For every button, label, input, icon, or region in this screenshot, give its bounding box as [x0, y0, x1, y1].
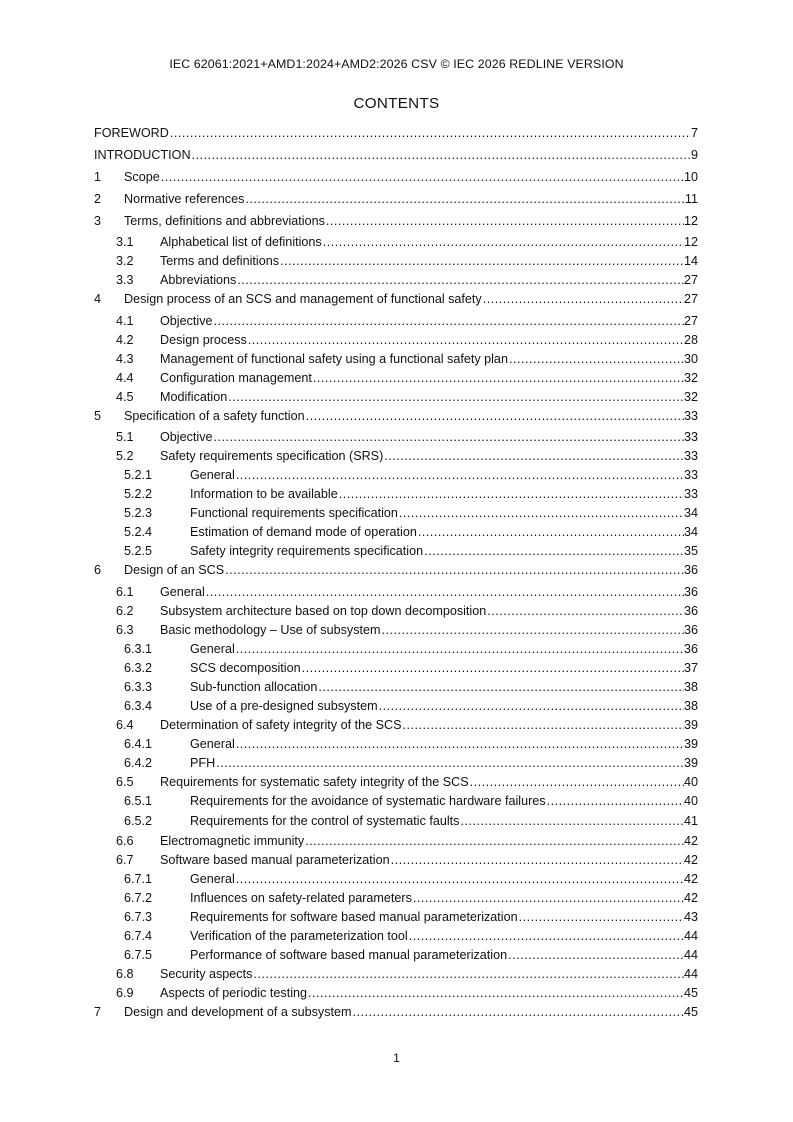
toc-dot-leader: [482, 292, 684, 307]
toc-entry-title: FOREWORD: [94, 126, 169, 140]
page-number: 1: [393, 1051, 400, 1065]
toc-entry-number: 3.3: [116, 273, 134, 287]
toc-entry-page: 40: [683, 775, 698, 789]
toc-entry-page: 36: [683, 604, 698, 618]
toc-entry-page: 12: [683, 235, 698, 249]
toc-entry[interactable]: [94, 891, 698, 906]
toc-entry-title: PFH: [190, 756, 216, 770]
toc-entry[interactable]: [94, 409, 698, 424]
toc-entry-number: 6.4.2: [124, 756, 153, 770]
toc-entry-title: Normative references: [124, 192, 245, 206]
toc-entry-number: 4.3: [116, 352, 134, 366]
toc-entry[interactable]: [94, 604, 698, 619]
toc-entry-title: Safety integrity requirements specification: [190, 544, 424, 558]
toc-entry-title: Objective: [160, 314, 213, 328]
toc-entry-number: 5: [94, 409, 102, 423]
toc-entry[interactable]: [94, 737, 698, 752]
toc-entry-title: Safety requirements specification (SRS): [160, 449, 384, 463]
toc-dot-leader: [398, 506, 684, 521]
page-header: IEC 62061:2021+AMD1:2024+AMD2:2026 CSV © IEC 2026 REDLINE VERSION: [169, 57, 624, 71]
toc-entry-page: 44: [683, 967, 698, 981]
toc-entry-title: Performance of software based manual parameterization: [190, 948, 508, 962]
page-title: CONTENTS: [353, 95, 440, 112]
toc-entry[interactable]: [94, 192, 698, 207]
toc-entry-title: Specification of a safety function: [124, 409, 305, 423]
toc-entry-number: 5.2.4: [124, 525, 153, 539]
toc-entry-title: Terms and definitions: [160, 254, 280, 268]
toc-entry-title: Use of a pre-designed subsystem: [190, 699, 378, 713]
toc-entry[interactable]: [94, 563, 698, 578]
toc-dot-leader: [227, 390, 684, 405]
toc-entry-number: 3: [94, 214, 102, 228]
toc-entry-title: Subsystem architecture based on top down decomposition: [160, 604, 487, 618]
toc-entry-title: Determination of safety integrity of the SCS: [160, 718, 402, 732]
toc-entry-title: Functional requirements specification: [190, 506, 398, 520]
toc-entry-title: Influences on safety-related parameters: [190, 891, 412, 905]
toc-entry[interactable]: [94, 390, 698, 405]
toc-entry-page: 36: [683, 563, 698, 577]
toc-entry[interactable]: [94, 148, 698, 163]
toc-entry-page: 34: [683, 506, 698, 520]
toc-dot-leader: [213, 314, 684, 329]
toc-entry-page: 39: [683, 756, 698, 770]
toc-entry-page: 32: [683, 390, 698, 404]
toc-entry-number: 4: [94, 292, 102, 306]
toc-entry-title: General: [190, 642, 235, 656]
toc-entry-title: Alphabetical list of definitions: [160, 235, 322, 249]
toc-entry-page: 43: [683, 910, 698, 924]
toc-entry[interactable]: [94, 642, 698, 657]
toc-dot-leader: [322, 235, 684, 250]
toc-entry-number: 5.2: [116, 449, 134, 463]
toc-entry[interactable]: [94, 814, 698, 829]
toc-entry[interactable]: [94, 487, 698, 502]
toc-dot-leader: [508, 352, 684, 367]
toc-entry-title: SCS decomposition: [190, 661, 301, 675]
toc-entry-number: 4.5: [116, 390, 134, 404]
toc-entry-title: General: [160, 585, 205, 599]
toc-dot-leader: [312, 371, 684, 386]
toc-entry-title: Requirements for the avoidance of systematic hardware failures: [190, 794, 546, 808]
toc-entry-page: 32: [683, 371, 698, 385]
toc-entry-number: 6.7: [116, 853, 134, 867]
toc-entry-title: Scope: [124, 170, 160, 184]
toc-entry-number: 6.7.1: [124, 872, 153, 886]
toc-dot-leader: [383, 449, 684, 464]
toc-dot-leader: [247, 333, 684, 348]
toc-entry-title: General: [190, 468, 235, 482]
toc-entry-title: Modification: [160, 390, 228, 404]
toc-dot-leader: [325, 214, 684, 229]
toc-entry[interactable]: [94, 910, 698, 925]
toc-entry-title: Abbreviations: [160, 273, 237, 287]
toc-entry-number: 6.5: [116, 775, 134, 789]
toc-entry-page: 10: [683, 170, 698, 184]
toc-entry-number: 6.1: [116, 585, 134, 599]
toc-entry-number: 7: [94, 1005, 102, 1019]
toc-entry-page: 33: [683, 487, 698, 501]
toc-entry-title: Design of an SCS: [124, 563, 225, 577]
toc-dot-leader: [507, 948, 684, 963]
toc-entry-number: 4.1: [116, 314, 134, 328]
toc-entry[interactable]: [94, 449, 698, 464]
toc-entry[interactable]: [94, 126, 698, 141]
toc-entry[interactable]: [94, 506, 698, 521]
toc-entry-number: 6.6: [116, 834, 134, 848]
toc-dot-leader: [235, 642, 684, 657]
toc-entry[interactable]: [94, 314, 698, 329]
toc-entry-number: 2: [94, 192, 102, 206]
toc-entry-number: 4.4: [116, 371, 134, 385]
toc-dot-leader: [417, 525, 684, 540]
toc-entry-title: Requirements for the control of systematic faults: [190, 814, 460, 828]
toc-entry[interactable]: [94, 948, 698, 963]
toc-entry[interactable]: [94, 468, 698, 483]
toc-entry[interactable]: [94, 254, 698, 269]
toc-entry-title: Basic methodology – Use of subsystem: [160, 623, 381, 637]
toc-entry[interactable]: [94, 929, 698, 944]
toc-entry-page: 41: [683, 814, 698, 828]
toc-entry-page: 42: [683, 834, 698, 848]
toc-entry-page: 36: [683, 623, 698, 637]
toc-dot-leader: [236, 273, 684, 288]
toc-dot-leader: [459, 814, 684, 829]
toc-dot-leader: [402, 718, 684, 733]
toc-entry-title: Security aspects: [160, 967, 253, 981]
toc-dot-leader: [390, 853, 684, 868]
toc-entry[interactable]: [94, 544, 698, 559]
toc-entry-title: Design process: [160, 333, 247, 347]
toc-entry-title: Requirements for software based manual parameterization: [190, 910, 518, 924]
toc-dot-leader: [352, 1005, 684, 1020]
toc-entry-page: 38: [683, 680, 698, 694]
toc-entry[interactable]: [94, 430, 698, 445]
toc-entry-number: 6.7.3: [124, 910, 153, 924]
toc-entry-number: 6.3.4: [124, 699, 153, 713]
toc-dot-leader: [235, 468, 684, 483]
toc-entry-number: 6.4.1: [124, 737, 153, 751]
toc-dot-leader: [381, 623, 684, 638]
toc-entry-page: 27: [683, 273, 698, 287]
toc-entry[interactable]: [94, 718, 698, 733]
toc-entry-page: 44: [683, 948, 698, 962]
toc-entry-page: 39: [683, 718, 698, 732]
toc-entry-page: 36: [683, 642, 698, 656]
toc-dot-leader: [408, 929, 684, 944]
toc-entry-page: 38: [683, 699, 698, 713]
toc-entry[interactable]: [94, 352, 698, 367]
toc-entry-title: Aspects of periodic testing: [160, 986, 308, 1000]
toc-entry-page: 14: [683, 254, 698, 268]
toc-entry-title: Electromagnetic immunity: [160, 834, 305, 848]
toc-entry-title: Information to be available: [190, 487, 338, 501]
toc-entry-page: 33: [683, 468, 698, 482]
toc-entry-page: 42: [683, 853, 698, 867]
toc-entry[interactable]: [94, 834, 698, 849]
toc-entry-page: 27: [683, 314, 698, 328]
toc-entry-page: 39: [683, 737, 698, 751]
toc-entry-page: 33: [683, 449, 698, 463]
toc-entry[interactable]: [94, 214, 698, 229]
toc-entry-number: 5.2.3: [124, 506, 153, 520]
toc-entry-page: 42: [683, 872, 698, 886]
toc-entry[interactable]: [94, 525, 698, 540]
toc-entry[interactable]: [94, 680, 698, 695]
toc-entry-title: General: [190, 737, 235, 751]
toc-entry[interactable]: [94, 371, 698, 386]
toc-entry-page: 42: [683, 891, 698, 905]
toc-entry[interactable]: [94, 872, 698, 887]
toc-entry-number: 6.3.3: [124, 680, 153, 694]
toc-entry-page: 45: [683, 986, 698, 1000]
toc-entry[interactable]: [94, 292, 698, 307]
toc-entry-title: Objective: [160, 430, 213, 444]
toc-entry[interactable]: [94, 661, 698, 676]
toc-entry-title: Management of functional safety using a functional safety plan: [160, 352, 508, 366]
toc-entry-number: 6: [94, 563, 102, 577]
toc-dot-leader: [224, 563, 684, 578]
toc-entry-number: 6.5.2: [124, 814, 153, 828]
toc-entry[interactable]: [94, 623, 698, 638]
toc-entry-number: 6.4: [116, 718, 134, 732]
toc-dot-leader: [304, 834, 684, 849]
toc-entry-number: 5.2.1: [124, 468, 153, 482]
toc-dot-leader: [205, 585, 684, 600]
toc-entry[interactable]: [94, 273, 698, 288]
toc-entry-page: 37: [683, 661, 698, 675]
toc-entry-title: Design and development of a subsystem: [124, 1005, 352, 1019]
toc-entry-number: 6.9: [116, 986, 134, 1000]
toc-dot-leader: [518, 910, 684, 925]
toc-entry-title: Estimation of demand mode of operation: [190, 525, 417, 539]
toc-entry-page: 40: [683, 794, 698, 808]
toc-entry-number: 6.3: [116, 623, 134, 637]
toc-entry-page: 45: [683, 1005, 698, 1019]
toc-entry-number: 3.2: [116, 254, 134, 268]
toc-entry-page: 11: [684, 192, 698, 206]
toc-entry-page: 33: [683, 430, 698, 444]
toc-dot-leader: [412, 891, 684, 906]
toc-entry-page: 34: [683, 525, 698, 539]
toc-dot-leader: [378, 699, 684, 714]
toc-entry-number: 6.5.1: [124, 794, 153, 808]
toc-entry-title: INTRODUCTION: [94, 148, 191, 162]
toc-dot-leader: [279, 254, 684, 269]
toc-entry[interactable]: [94, 235, 698, 250]
toc-entry-title: Sub-function allocation: [190, 680, 318, 694]
toc-entry-title: General: [190, 872, 235, 886]
toc-entry-number: 6.3.2: [124, 661, 153, 675]
toc-dot-leader: [213, 430, 684, 445]
toc-entry-number: 4.2: [116, 333, 134, 347]
toc-dot-leader: [317, 680, 684, 695]
toc-entry[interactable]: [94, 1005, 698, 1020]
toc-entry-page: 44: [683, 929, 698, 943]
toc-entry[interactable]: [94, 699, 698, 714]
toc-dot-leader: [423, 544, 684, 559]
toc-entry-number: 5.1: [116, 430, 134, 444]
toc-entry[interactable]: [94, 967, 698, 982]
toc-entry-page: 30: [683, 352, 698, 366]
toc-entry-page: 9: [690, 148, 698, 162]
toc-entry-page: 33: [683, 409, 698, 423]
toc-entry-number: 5.2.5: [124, 544, 153, 558]
toc-entry[interactable]: [94, 170, 698, 185]
toc-dot-leader: [486, 604, 684, 619]
toc-dot-leader: [191, 148, 691, 163]
toc-entry-title: Configuration management: [160, 371, 312, 385]
toc-dot-leader: [307, 986, 684, 1001]
toc-entry-number: 6.7.2: [124, 891, 153, 905]
toc-entry-number: 3.1: [116, 235, 134, 249]
toc-dot-leader: [305, 409, 684, 424]
toc-dot-leader: [252, 967, 684, 982]
toc-dot-leader: [244, 192, 685, 207]
toc-entry-page: 12: [683, 214, 698, 228]
toc-dot-leader: [169, 126, 691, 141]
toc-entry[interactable]: [94, 333, 698, 348]
toc-entry-number: 6.7.5: [124, 948, 153, 962]
toc-dot-leader: [160, 170, 684, 185]
toc-entry-title: Requirements for systematic safety integrity of the SCS: [160, 775, 469, 789]
toc-dot-leader: [546, 794, 684, 809]
toc-entry[interactable]: [94, 756, 698, 771]
toc-dot-leader: [338, 487, 684, 502]
toc-entry[interactable]: [94, 775, 698, 790]
toc-entry-page: 36: [683, 585, 698, 599]
toc-entry-title: Verification of the parameterization tool: [190, 929, 408, 943]
toc-entry-title: Terms, definitions and abbreviations: [124, 214, 325, 228]
toc-entry-title: Design process of an SCS and management of functional safety: [124, 292, 482, 306]
toc-entry-page: 28: [683, 333, 698, 347]
toc-entry-title: Software based manual parameterization: [160, 853, 390, 867]
toc-entry-page: 7: [690, 126, 698, 140]
toc-dot-leader: [235, 872, 684, 887]
toc-entry-number: 6.3.1: [124, 642, 153, 656]
toc-entry-number: 6.7.4: [124, 929, 153, 943]
toc-entry-page: 27: [683, 292, 698, 306]
table-of-contents: [94, 126, 698, 1020]
toc-entry-number: 6.8: [116, 967, 134, 981]
toc-entry[interactable]: [94, 794, 698, 809]
toc-entry-number: 6.2: [116, 604, 134, 618]
toc-dot-leader: [215, 756, 684, 771]
toc-entry[interactable]: [94, 986, 698, 1001]
toc-entry-number: 1: [94, 170, 102, 184]
toc-entry-number: 5.2.2: [124, 487, 153, 501]
toc-dot-leader: [469, 775, 684, 790]
toc-dot-leader: [301, 661, 684, 676]
toc-entry-page: 35: [683, 544, 698, 558]
toc-entry[interactable]: [94, 585, 698, 600]
toc-dot-leader: [235, 737, 684, 752]
toc-entry[interactable]: [94, 853, 698, 868]
